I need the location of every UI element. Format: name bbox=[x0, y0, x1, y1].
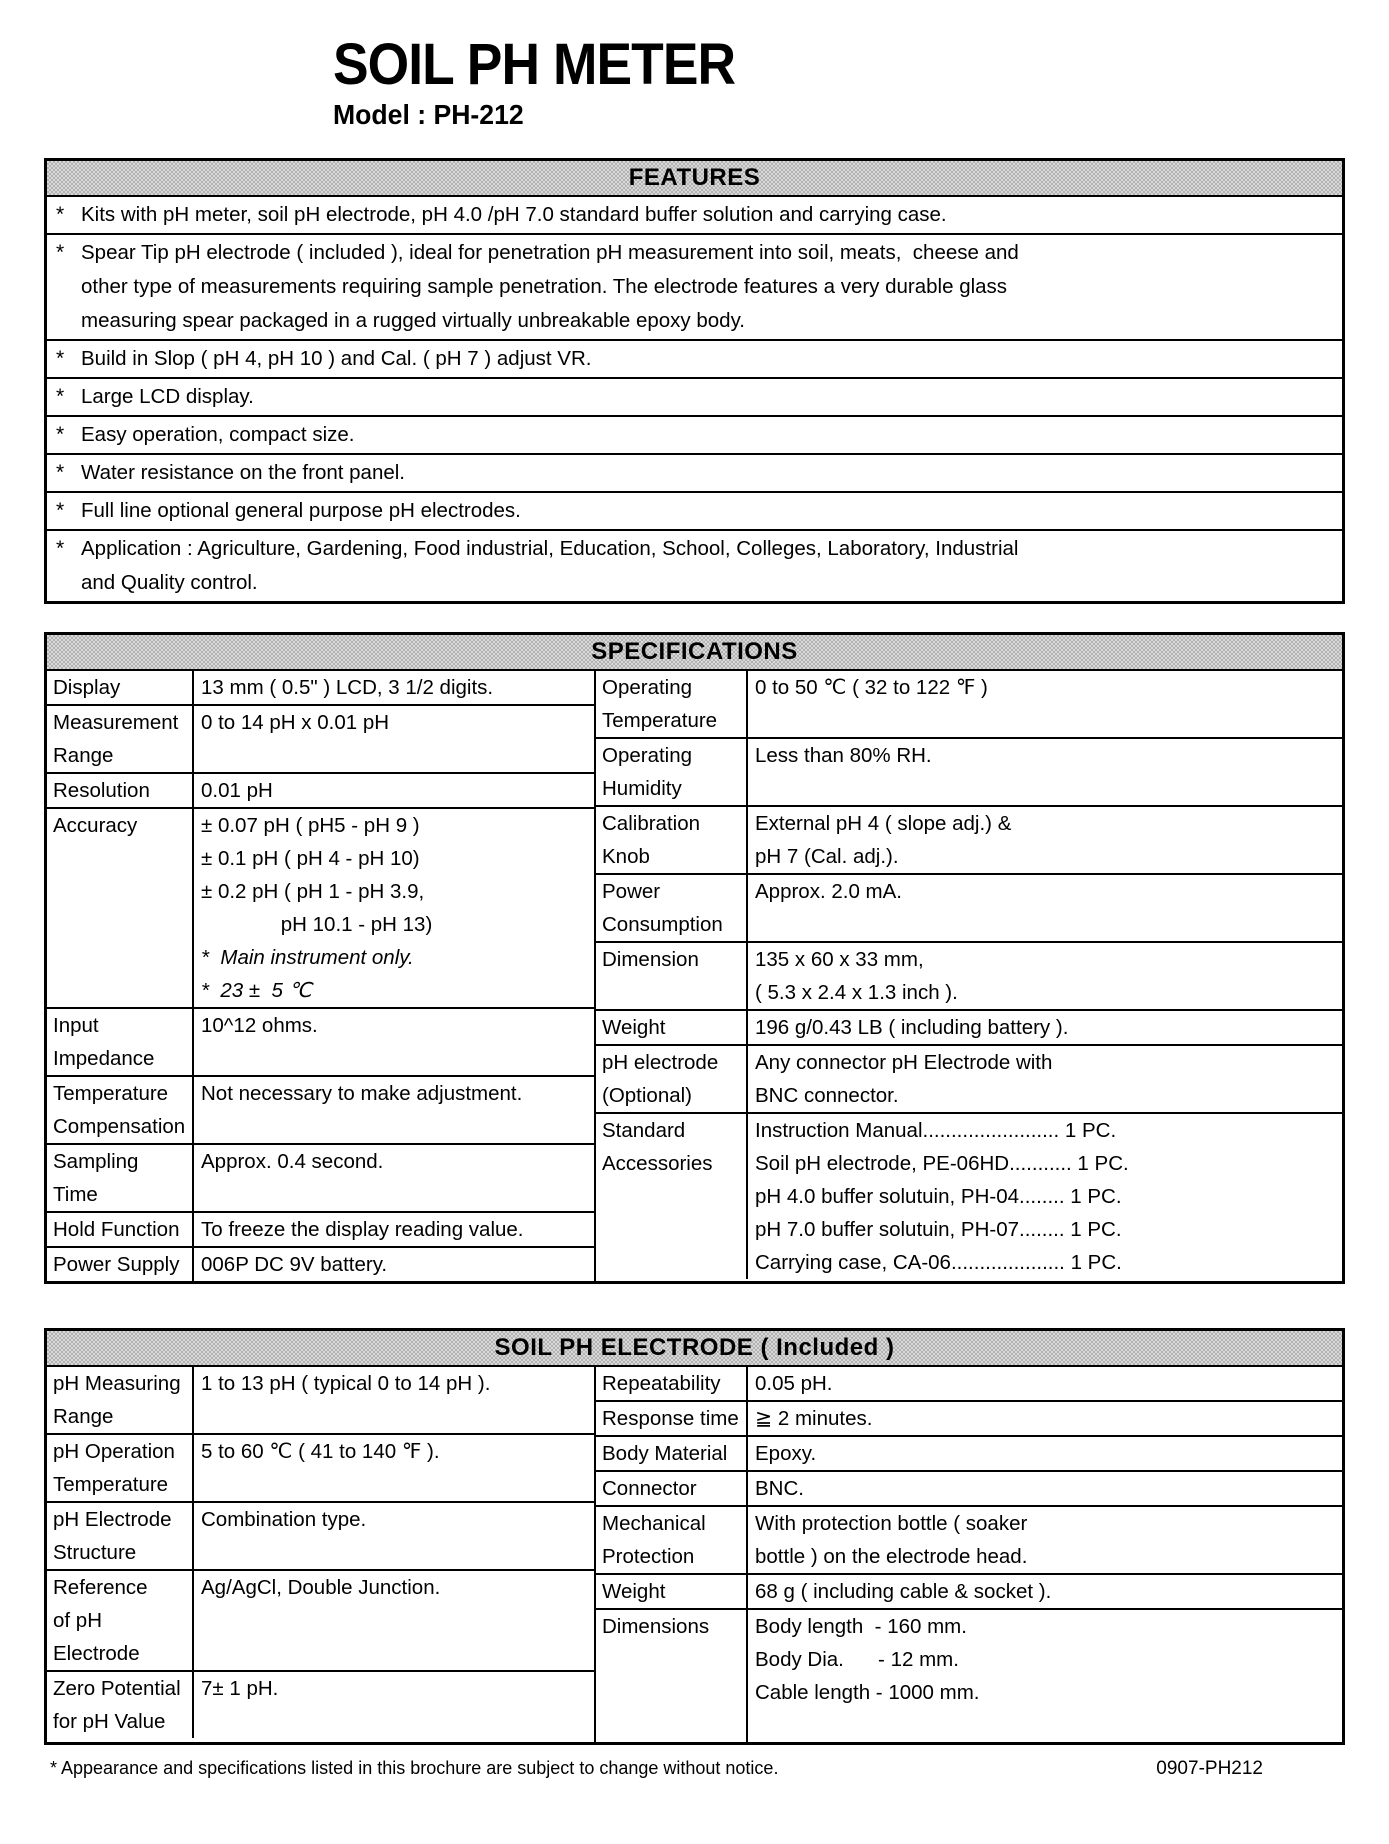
spec-row bbox=[596, 1114, 1342, 1279]
row-label bbox=[47, 809, 194, 1007]
feature-line: other type of measurements requiring sample penetration. The electrode features a very durable glass bbox=[81, 275, 1008, 298]
row-value bbox=[194, 1571, 594, 1670]
spec-row bbox=[47, 671, 594, 706]
label-line: Weight bbox=[602, 1580, 666, 1603]
label-line: Range bbox=[53, 1405, 114, 1428]
electrode-row bbox=[47, 1672, 594, 1738]
electrode-row bbox=[47, 1503, 594, 1571]
value-line: ≧ 2 minutes. bbox=[755, 1407, 873, 1430]
value-line: 196 g/0.43 LB ( including battery ). bbox=[755, 1016, 1069, 1039]
value-line: * 23 ± 5 ℃ bbox=[201, 979, 312, 1002]
asterisk-bullet: * bbox=[56, 423, 65, 446]
row-label bbox=[596, 1114, 748, 1279]
label-line: Impedance bbox=[53, 1047, 155, 1070]
electrode-row bbox=[596, 1367, 1342, 1402]
row-value bbox=[194, 1145, 594, 1211]
asterisk-bullet: * bbox=[56, 347, 65, 370]
row-label bbox=[47, 1435, 194, 1501]
row-label bbox=[596, 1575, 748, 1608]
row-label bbox=[47, 774, 194, 807]
value-line: BNC. bbox=[755, 1477, 804, 1500]
label-line: Operating bbox=[602, 744, 693, 767]
value-line: 68 g ( including cable & socket ). bbox=[755, 1580, 1052, 1603]
specifications-right-column bbox=[596, 671, 1342, 1281]
label-line: Sampling bbox=[53, 1150, 139, 1173]
value-line: ± 0.1 pH ( pH 4 - pH 10) bbox=[201, 847, 420, 870]
value-line: 0.01 pH bbox=[201, 779, 273, 802]
spec-row bbox=[596, 807, 1342, 875]
feature-row bbox=[47, 235, 1342, 341]
model-subtitle: Model : PH-212 bbox=[333, 99, 524, 130]
row-label bbox=[47, 1503, 194, 1569]
label-line: Electrode bbox=[53, 1642, 140, 1665]
value-line: pH 7.0 buffer solutuin, PH-07........ 1 PC. bbox=[755, 1218, 1122, 1241]
value-line: pH 10.1 - pH 13) bbox=[201, 913, 433, 936]
value-line: Cable length - 1000 mm. bbox=[755, 1681, 980, 1704]
feature-line: Full line optional general purpose pH electrodes. bbox=[81, 499, 521, 522]
feature-line: Application : Agriculture, Gardening, Food industrial, Education, School, Colleges, Laboratory, Industrial bbox=[81, 537, 1019, 560]
title-block bbox=[333, 34, 1389, 132]
value-line: 0.05 pH. bbox=[755, 1372, 833, 1395]
row-label bbox=[596, 807, 748, 873]
feature-line: measuring spear packaged in a rugged virtually unbreakable epoxy body. bbox=[81, 309, 746, 332]
feature-line: Kits with pH meter, soil pH electrode, pH 4.0 /pH 7.0 standard buffer solution and carrying case. bbox=[81, 203, 947, 226]
spec-row bbox=[596, 943, 1342, 1011]
label-line: pH Electrode bbox=[53, 1508, 172, 1531]
row-value bbox=[194, 1435, 594, 1501]
row-label bbox=[596, 1472, 748, 1505]
value-line: Ag/AgCl, Double Junction. bbox=[201, 1576, 441, 1599]
electrode-row bbox=[47, 1435, 594, 1503]
feature-row bbox=[47, 531, 1342, 601]
row-label bbox=[47, 1672, 194, 1738]
value-line: 7± 1 pH. bbox=[201, 1677, 279, 1700]
feature-text bbox=[81, 456, 1342, 490]
row-value bbox=[748, 1367, 1342, 1400]
label-line: Connector bbox=[602, 1477, 697, 1500]
label-line: Power Supply bbox=[53, 1253, 180, 1276]
row-value bbox=[194, 1672, 594, 1738]
feature-line: Water resistance on the front panel. bbox=[81, 461, 405, 484]
spec-row bbox=[47, 1213, 594, 1248]
row-value bbox=[748, 1046, 1342, 1112]
feature-text bbox=[81, 418, 1342, 452]
row-value bbox=[194, 671, 594, 704]
label-line: Protection bbox=[602, 1545, 695, 1568]
row-label bbox=[596, 1402, 748, 1435]
label-line: Operating bbox=[602, 676, 693, 699]
electrode-row bbox=[47, 1367, 594, 1435]
spec-row bbox=[47, 1009, 594, 1077]
feature-text bbox=[81, 198, 1342, 232]
feature-row bbox=[47, 417, 1342, 455]
specifications-left-column bbox=[47, 671, 596, 1281]
row-label bbox=[47, 1213, 194, 1246]
electrode-row bbox=[596, 1402, 1342, 1437]
row-label bbox=[596, 739, 748, 805]
row-value bbox=[748, 1402, 1342, 1435]
label-line: Calibration bbox=[602, 812, 700, 835]
row-label bbox=[596, 1507, 748, 1573]
feature-row bbox=[47, 455, 1342, 493]
value-line: Approx. 0.4 second. bbox=[201, 1150, 384, 1173]
feature-line: and Quality control. bbox=[81, 571, 258, 594]
row-label bbox=[596, 943, 748, 1009]
row-value bbox=[748, 739, 1342, 805]
spec-row bbox=[47, 1077, 594, 1145]
spec-row bbox=[596, 1011, 1342, 1046]
asterisk-bullet: * bbox=[56, 203, 65, 226]
row-label bbox=[47, 706, 194, 772]
label-line: Time bbox=[53, 1183, 98, 1206]
value-line: BNC connector. bbox=[755, 1084, 899, 1107]
feature-text bbox=[81, 380, 1342, 414]
label-line: Zero Potential bbox=[53, 1677, 181, 1700]
feature-line: Easy operation, compact size. bbox=[81, 423, 355, 446]
electrode-row bbox=[596, 1575, 1342, 1610]
row-value bbox=[748, 1472, 1342, 1505]
value-line: Any connector pH Electrode with bbox=[755, 1051, 1053, 1074]
value-line: Less than 80% RH. bbox=[755, 744, 932, 767]
value-line: Not necessary to make adjustment. bbox=[201, 1082, 523, 1105]
spec-row bbox=[47, 706, 594, 774]
electrode-row bbox=[47, 1571, 594, 1672]
label-line: Temperature bbox=[53, 1082, 169, 1105]
row-value bbox=[194, 1248, 594, 1281]
spec-row bbox=[596, 875, 1342, 943]
label-line: pH Measuring bbox=[53, 1372, 181, 1395]
feature-line: Large LCD display. bbox=[81, 385, 254, 408]
specifications-table bbox=[47, 671, 1342, 1281]
features-body bbox=[47, 197, 1342, 601]
value-line: Carrying case, CA-06.................... 1 PC. bbox=[755, 1251, 1122, 1274]
electrode-right-column bbox=[596, 1367, 1342, 1742]
label-line: pH electrode bbox=[602, 1051, 719, 1074]
spec-row bbox=[596, 1046, 1342, 1114]
value-line: 006P DC 9V battery. bbox=[201, 1253, 388, 1276]
label-line: Accessories bbox=[602, 1152, 713, 1175]
row-value bbox=[194, 706, 594, 772]
row-label bbox=[47, 1009, 194, 1075]
asterisk-bullet: * bbox=[56, 461, 65, 484]
label-line: Power bbox=[602, 880, 661, 903]
specifications-section bbox=[44, 632, 1345, 1284]
electrode-row bbox=[596, 1472, 1342, 1507]
label-line: Dimension bbox=[602, 948, 699, 971]
electrode-row bbox=[596, 1437, 1342, 1472]
row-label bbox=[47, 1571, 194, 1670]
label-line: Display bbox=[53, 676, 121, 699]
label-line: Measurement bbox=[53, 711, 179, 734]
feature-row bbox=[47, 493, 1342, 531]
value-line: ± 0.07 pH ( pH5 - pH 9 ) bbox=[201, 814, 420, 837]
row-value bbox=[748, 1507, 1342, 1573]
row-value bbox=[748, 1114, 1342, 1279]
electrode-row bbox=[596, 1507, 1342, 1575]
label-line: (Optional) bbox=[602, 1084, 693, 1107]
row-label bbox=[596, 1437, 748, 1470]
feature-row bbox=[47, 379, 1342, 417]
value-line: To freeze the display reading value. bbox=[201, 1218, 524, 1241]
row-label bbox=[596, 1367, 748, 1400]
electrode-header: SOIL PH ELECTRODE ( Included ) bbox=[47, 1331, 1342, 1367]
value-line: pH 4.0 buffer solutuin, PH-04........ 1 PC. bbox=[755, 1185, 1122, 1208]
label-line: Consumption bbox=[602, 913, 723, 936]
row-value bbox=[748, 1437, 1342, 1470]
value-line: 135 x 60 x 33 mm, bbox=[755, 948, 924, 971]
value-line: Body Dia. - 12 mm. bbox=[755, 1648, 959, 1671]
row-value bbox=[194, 1367, 594, 1433]
row-label bbox=[596, 875, 748, 941]
label-line: Body Material bbox=[602, 1442, 728, 1465]
row-label bbox=[47, 1367, 194, 1433]
value-line: 0 to 14 pH x 0.01 pH bbox=[201, 711, 390, 734]
row-label bbox=[596, 1610, 748, 1742]
value-line bbox=[755, 1709, 1342, 1742]
label-line: Compensation bbox=[53, 1115, 186, 1138]
label-line: of pH bbox=[53, 1609, 102, 1632]
spec-row bbox=[47, 1145, 594, 1213]
label-line: Dimensions bbox=[602, 1615, 710, 1638]
label-line: Temperature bbox=[53, 1473, 169, 1496]
label-line: Range bbox=[53, 744, 114, 767]
row-label bbox=[596, 1046, 748, 1112]
value-line: pH 7 (Cal. adj.). bbox=[755, 845, 899, 868]
value-line: Epoxy. bbox=[755, 1442, 817, 1465]
label-line: Repeatability bbox=[602, 1372, 721, 1395]
label-line: pH Operation bbox=[53, 1440, 175, 1463]
feature-row bbox=[47, 341, 1342, 379]
label-line: Reference bbox=[53, 1576, 148, 1599]
features-header: FEATURES bbox=[47, 161, 1342, 197]
page-title: SOIL PH METER bbox=[333, 32, 736, 97]
spec-row bbox=[47, 774, 594, 809]
value-line: Body length - 160 mm. bbox=[755, 1615, 967, 1638]
row-label bbox=[596, 1011, 748, 1044]
label-line: Accuracy bbox=[53, 814, 138, 837]
feature-row bbox=[47, 197, 1342, 235]
row-value bbox=[748, 671, 1342, 737]
row-value bbox=[194, 809, 594, 1007]
asterisk-bullet: * bbox=[56, 537, 65, 560]
row-value bbox=[748, 807, 1342, 873]
row-value bbox=[748, 1011, 1342, 1044]
row-value bbox=[748, 1575, 1342, 1608]
row-value bbox=[194, 774, 594, 807]
label-line: Temperature bbox=[602, 709, 718, 732]
electrode-left-column bbox=[47, 1367, 596, 1742]
value-line: bottle ) on the electrode head. bbox=[755, 1545, 1028, 1568]
spec-row bbox=[47, 809, 594, 1009]
row-label bbox=[47, 671, 194, 704]
spec-row bbox=[47, 1248, 594, 1281]
value-line: 1 to 13 pH ( typical 0 to 14 pH ). bbox=[201, 1372, 491, 1395]
row-value bbox=[194, 1077, 594, 1143]
value-line: External pH 4 ( slope adj.) & bbox=[755, 812, 1012, 835]
electrode-row bbox=[596, 1610, 1342, 1742]
features-section bbox=[44, 158, 1345, 604]
label-line: Hold Function bbox=[53, 1218, 180, 1241]
label-line: Structure bbox=[53, 1541, 137, 1564]
label-line: Resolution bbox=[53, 779, 150, 802]
row-label bbox=[47, 1145, 194, 1211]
value-line: With protection bottle ( soaker bbox=[755, 1512, 1028, 1535]
value-line: Soil pH electrode, PE-06HD........... 1 PC. bbox=[755, 1152, 1129, 1175]
feature-text bbox=[81, 494, 1342, 528]
asterisk-bullet: * bbox=[56, 385, 65, 408]
feature-text bbox=[81, 532, 1342, 600]
footer bbox=[44, 1758, 1345, 1780]
spec-row bbox=[596, 739, 1342, 807]
value-line: ( 5.3 x 2.4 x 1.3 inch ). bbox=[755, 981, 958, 1004]
row-label bbox=[47, 1248, 194, 1281]
spec-row bbox=[596, 671, 1342, 739]
feature-text bbox=[81, 236, 1342, 338]
row-label bbox=[47, 1077, 194, 1143]
feature-text bbox=[81, 342, 1342, 376]
asterisk-bullet: * bbox=[56, 499, 65, 522]
label-line: Standard bbox=[602, 1119, 686, 1142]
label-line: Mechanical bbox=[602, 1512, 706, 1535]
label-line: Input bbox=[53, 1014, 99, 1037]
asterisk-bullet: * bbox=[56, 241, 65, 264]
row-value bbox=[194, 1503, 594, 1569]
feature-line: Spear Tip pH electrode ( included ), ideal for penetration pH measurement into soil, meats, cheese and bbox=[81, 241, 1019, 264]
label-line: Weight bbox=[602, 1016, 666, 1039]
row-value bbox=[194, 1009, 594, 1075]
label-line: Knob bbox=[602, 845, 650, 868]
value-line: ± 0.2 pH ( pH 1 - pH 3.9, bbox=[201, 880, 425, 903]
row-value bbox=[748, 875, 1342, 941]
value-line: Approx. 2.0 mA. bbox=[755, 880, 902, 903]
value-line: * Main instrument only. bbox=[201, 946, 414, 969]
specifications-header: SPECIFICATIONS bbox=[47, 635, 1342, 671]
label-line: Response time bbox=[602, 1407, 739, 1430]
footer-document-code: 0907-PH212 bbox=[1156, 1758, 1263, 1779]
row-value bbox=[748, 1610, 1342, 1742]
row-value bbox=[194, 1213, 594, 1246]
feature-line: Build in Slop ( pH 4, pH 10 ) and Cal. ( pH 7 ) adjust VR. bbox=[81, 347, 592, 370]
value-line: 13 mm ( 0.5" ) LCD, 3 1/2 digits. bbox=[201, 676, 494, 699]
label-line: Humidity bbox=[602, 777, 682, 800]
value-line: 10^12 ohms. bbox=[201, 1014, 318, 1037]
footer-note: * Appearance and specifications listed in this brochure are subject to change without notice. bbox=[50, 1758, 779, 1778]
value-line: 5 to 60 ℃ ( 41 to 140 ℉ ). bbox=[201, 1440, 440, 1463]
row-value bbox=[748, 943, 1342, 1009]
electrode-section bbox=[44, 1328, 1345, 1745]
value-line: Combination type. bbox=[201, 1508, 367, 1531]
label-line: for pH Value bbox=[53, 1710, 166, 1733]
row-label bbox=[596, 671, 748, 737]
electrode-table bbox=[47, 1367, 1342, 1742]
value-line: Instruction Manual........................ 1 PC. bbox=[755, 1119, 1117, 1142]
value-line: 0 to 50 ℃ ( 32 to 122 ℉ ) bbox=[755, 676, 988, 699]
